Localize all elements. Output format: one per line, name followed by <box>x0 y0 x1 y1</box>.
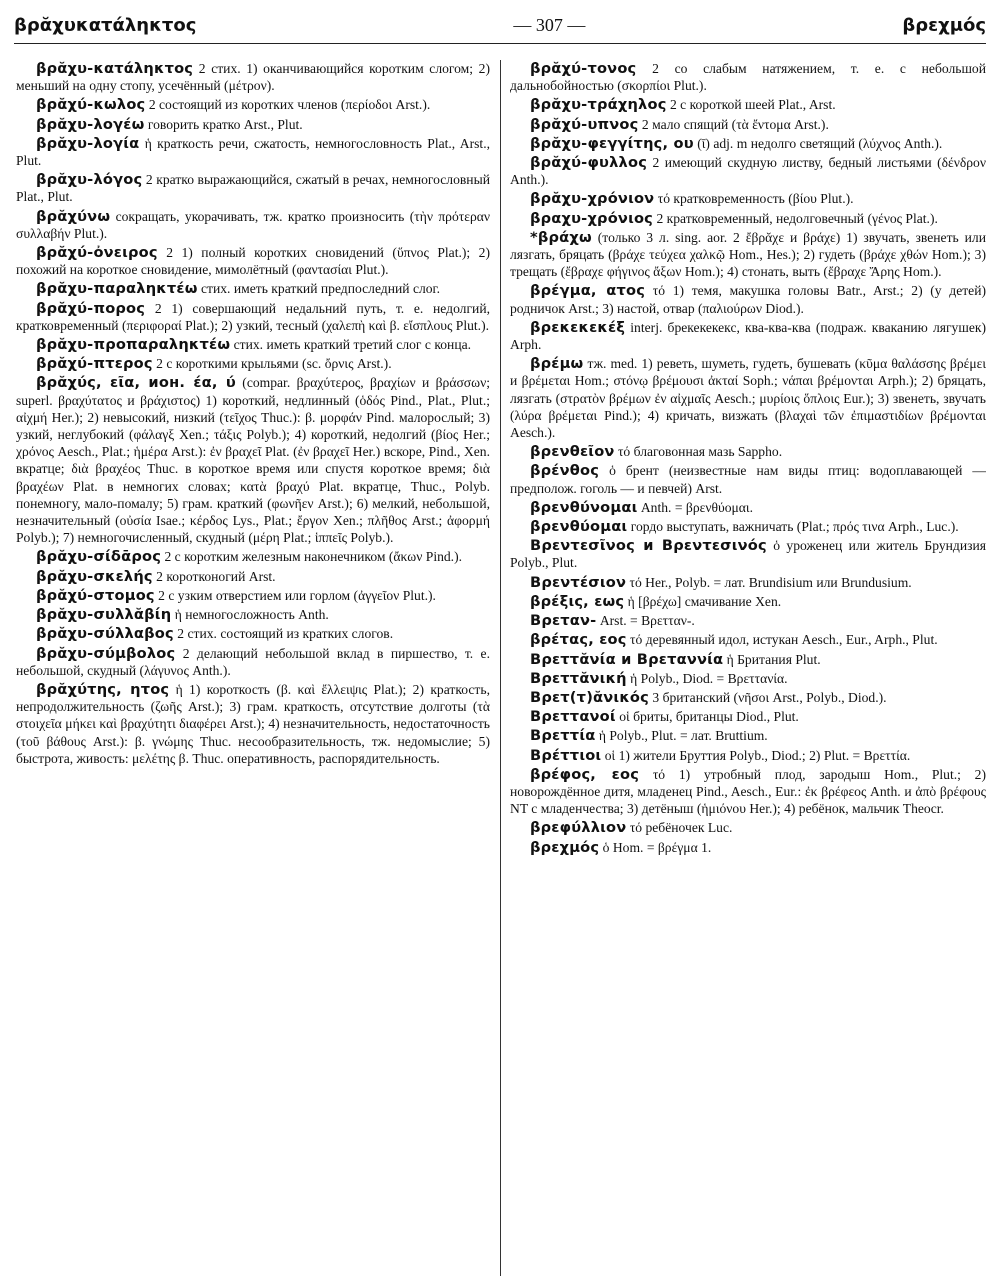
entry-headword: βρᾰχυ-χρόνιον <box>530 190 655 208</box>
entry-headword: Βρετ(τ)ᾰνικός <box>530 688 649 706</box>
entry-definition: (compar. βραχύτερος, βραχίων и βράσσων; superl. βραχύτατος и βράχιστος) 1) короткий, недлинный (ὁδός Pind., Plat., Plut.; αἰχμή Her.); 2) невысокий, низкий (τεῖχος Thuc.): β. μορφάν Pind. малорослый; 3) узкий, неглубокий (φάλαγξ Xen.; τάξις Polyb.); 4) короткий, недолгий (βίος Her.; χρόνος Aesch., Plat.; ἡμέρα Arst.): ἐν βραχεῖ Plat. (ἐν βραχεῖ Her.) вскоре, Pind., Xen. вкратце; διὰ βραχέος Thuc. в короткое время или спустя короткое время; διὰ βραχέων Plat. в немногих словах; κατὰ βραχύ Plat. вкратце, Thuc., Polyb. понемногу, мало-помалу; 5) грам. краткий (φωνῆεν Arst.); 6) мелкий, небольшой, незначительный (οὐσία Isae.; κέρδος Lys., Plat.; ἔργον Xen.; πλῆθος Arst.; ἀφορμή Polyb.); 7) немногочисленный, скудный (μέρη Plat.; ἱππεῖς Polyb.). <box>16 375 490 546</box>
entry-headword: βρένθος <box>530 462 600 480</box>
dictionary-entry <box>510 670 986 687</box>
entry-definition: 2 с короткими крыльями (sc. ὄρνις Arst.). <box>152 356 392 372</box>
dictionary-entry <box>510 651 986 668</box>
dictionary-entry <box>16 681 490 767</box>
entry-headword: βρᾰχυ-λογέω <box>36 115 145 133</box>
entry-definition: стих. иметь краткий предпоследний слог. <box>197 281 440 297</box>
entry-definition: ἡ 1) короткость (β. καὶ ἔλλειψις Plat.); 2) краткость, непродолжительность (ζωῆς Arst.); 3) грам. краткость, отсутствие долготы (τὰ στοιχεῖα μήκει καὶ βραχύτητι διαφέρει Arst.); 4) незначительность, недостаточность (τοῦ βάθους Arst.): β. γνώμης Thuc. несообразительность, тж. недомыслие; 5) быстрота, живость: μελέτης β. Thuc. оперативность, распорядительность. <box>16 681 490 766</box>
entry-headword: βρενθύομαι <box>530 518 628 536</box>
dictionary-entry <box>510 116 986 133</box>
entry-headword: βρᾰχυ-φεγγίτης, ου <box>530 134 694 152</box>
dictionary-entry <box>510 747 986 764</box>
entry-definition: τό кратковременность (βίου Plut.). <box>654 191 854 207</box>
entry-definition: οἱ 1) жители Бруттия Polyb., Diod.; 2) Plut. = Βρεττία. <box>601 747 911 763</box>
entry-headword: βρέφος, εος <box>530 765 640 783</box>
entry-headword: βρᾰχυ-προπαραληκτέω <box>36 336 231 354</box>
entry-definition: τό благовонная мазь Sappho. <box>614 444 783 460</box>
dictionary-entry <box>16 60 490 94</box>
dictionary-entry <box>510 819 986 836</box>
dictionary-entry <box>510 537 986 571</box>
entry-headword: βρενθεῖον <box>530 443 615 461</box>
entry-definition: τό Her., Polyb. = лат. Brundisium или Brundusium. <box>626 574 912 590</box>
entry-headword: βρέγμα, ατος <box>530 282 646 300</box>
dictionary-entry <box>510 190 986 207</box>
dictionary-entry <box>510 282 986 316</box>
entry-definition: гордо выступать, важничать (Plat.; πρός τινα Arph., Luc.). <box>627 519 959 535</box>
dictionary-entry <box>16 355 490 372</box>
entry-definition: Arst. = Βρετταν-. <box>596 613 695 629</box>
entry-definition: 2 стих. состоящий из кратких слогов. <box>173 626 394 642</box>
entry-headword: βρᾰχύ-υπνος <box>530 115 639 133</box>
page-number: — 307 — <box>513 14 586 35</box>
entry-definition: ὁ Hom. = βρέγμα 1. <box>599 839 712 855</box>
dictionary-entry <box>16 208 490 242</box>
entry-definition: ἡ немногосложность Anth. <box>171 607 329 623</box>
entry-headword: βρεκεκεκέξ <box>530 318 626 336</box>
entry-definition: τό ребёночек Luc. <box>626 820 733 836</box>
entry-definition: τό деревянный идол, истукан Aesch., Eur., Arph., Plut. <box>626 632 938 648</box>
entry-definition: 2 стих. 1) оканчивающийся коротким слогом; 2) меньший на одну стопу, усечённый (μέτρον). <box>16 61 490 94</box>
dictionary-entry <box>16 244 490 278</box>
dictionary-entry <box>510 708 986 725</box>
entry-headword: βραχυ-χρόνιος <box>530 209 654 227</box>
entry-definition: (только 3 л. sing. aor. 2 ἔβρᾰχε и βράχε) 1) звучать, звенеть или лязгать, бряцать (βράχε τεύχεα χαλκῷ Hom., Hes.); 2) гудеть (βράχε χθών Hom.); 3) трещать (ἔβραχε φήγινος ἄξων Hom.); 4) стонать, выть (ἔβραχε Ἄρης Hom.). <box>510 229 986 280</box>
entry-definition: ἡ краткость речи, сжатость, немногословность Plat., Arst., Plut. <box>16 135 490 169</box>
entry-definition: οἱ бриты, британцы Diod., Plut. <box>615 709 799 725</box>
dictionary-entry <box>510 96 986 113</box>
dictionary-entry <box>510 462 986 496</box>
left-column <box>16 60 490 1278</box>
entry-definition: 2 мало спящий (τὰ ἔντομα Arst.). <box>638 116 829 132</box>
entry-definition: ὁ брент (неизвестные нам виды птиц: водоплавающей — предполож. гоголь — и певчей) Arst. <box>510 463 986 496</box>
dictionary-entry <box>510 574 986 591</box>
dictionary-entry <box>16 645 490 679</box>
entry-definition: 2 состоящий из коротких членов (περίοδοι Arst.). <box>145 97 431 113</box>
entry-headword: *βράχω <box>530 228 592 246</box>
entry-definition: говорить кратко Arst., Plut. <box>144 116 303 132</box>
dictionary-entry <box>510 319 986 353</box>
entry-definition: τό 1) утробный плод, зародыш Hom., Plut.; 2) новорождённое дитя, младенец Pind., Aesch., Eur.: ἐκ βρέφεος Anth. и ἀπὸ βρέφους NT с младенчества; 3) детёныш (ἡμιόνου Her.); 4) ребёнок, мальчик Theocr. <box>510 766 986 817</box>
entry-headword: βρᾰχύ-πτερος <box>36 355 153 373</box>
entry-headword: βρᾰχυ-παραληκτέω <box>36 280 198 298</box>
entry-headword: βρᾰχυ-σκελής <box>36 567 153 585</box>
entry-definition: сокращать, укорачивать, тж. кратко произносить (τὴν πρότεραν συλλαβήν Plut.). <box>16 208 490 241</box>
entry-headword: βρᾰχύ-φυλλος <box>530 154 648 172</box>
entry-headword: Βρεττᾰνία и Βρεταννία <box>530 650 724 668</box>
dictionary-entry <box>16 374 490 546</box>
entry-headword: βρέξις, εως <box>530 592 625 610</box>
entry-definition: ἡ Polyb., Plut. = лат. Bruttium. <box>595 728 768 744</box>
entry-headword: βρέμω <box>530 355 584 373</box>
entry-headword: βρεφύλλιον <box>530 819 627 837</box>
dictionary-entry <box>510 154 986 188</box>
entry-definition: 2 1) совершающий недальний путь, т. е. недолгий, кратковременный (περιφοραί Plat.); 2) узкий, тесный (χαλεπὴ καὶ β. εἴσπλους Plut.). <box>16 300 490 333</box>
entry-definition: 2 с короткой шеей Plat., Arst. <box>666 97 836 113</box>
entry-definition: ἡ Polyb., Diod. = Βρεττανία. <box>626 670 788 686</box>
dictionary-entry <box>510 518 986 535</box>
entry-definition: 2 со слабым натяжением, т. е. с небольшой дальнобойностью (σκορπίοι Plut.). <box>510 61 986 94</box>
entry-headword: Βρέττιοι <box>530 746 602 764</box>
dictionary-entry <box>510 210 986 227</box>
column-divider <box>500 60 501 1276</box>
entry-headword: βρᾰχυ-συλλᾰβίη <box>36 606 172 624</box>
entry-headword: βρᾰχυ-λογία <box>36 134 140 152</box>
dictionary-entry <box>510 229 986 281</box>
entry-definition: τό 1) темя, макушка головы Batr., Arst.; 2) (у детей) родничок Arst.; 3) настой, отвар (παλιούρων Diod.). <box>510 283 986 316</box>
entry-headword: βρᾰχύτης, ητος <box>36 680 170 698</box>
entry-headword: βρενθύνομαι <box>530 498 638 516</box>
entry-definition: (ῑ) adj. m недолго светящий (λύχνος Anth.). <box>693 135 943 151</box>
entry-headword: Βρεντέσιον <box>530 573 627 591</box>
dictionary-entry <box>16 135 490 169</box>
entry-headword: βρᾰχύς, εῖα, ион. έα, ύ <box>36 374 236 392</box>
dictionary-entry <box>16 548 490 565</box>
page-header <box>14 10 986 40</box>
dictionary-entry <box>16 587 490 604</box>
entry-headword: Βρεντεσῖνος и Βρεντεσινός <box>530 537 767 555</box>
entry-definition: Anth. = βρενθύομαι. <box>637 499 753 515</box>
dictionary-entry <box>16 625 490 642</box>
entry-headword: βρᾰχύ-στομος <box>36 586 155 604</box>
entry-headword: βρᾰχυ-σύμβολος <box>36 644 176 662</box>
entry-headword: βρεχμός <box>530 838 600 856</box>
dictionary-entry <box>510 60 986 94</box>
entry-definition: 2 кратковременный, недолговечный (γένος Plat.). <box>653 210 938 226</box>
entry-definition: 2 кратко выражающийся, сжатый в речах, немногословный Plat., Plut. <box>16 172 490 205</box>
entry-headword: βρᾰχυ-σύλλαβος <box>36 625 174 643</box>
dictionary-entry <box>16 336 490 353</box>
entry-headword: βρέτας, εος <box>530 631 627 649</box>
header-rule <box>14 43 986 44</box>
dictionary-entry <box>510 499 986 516</box>
dictionary-entry <box>510 689 986 706</box>
entry-definition: 2 1) полный коротких сновидений (ὕπνος Plat.); 2) похожий на короткое сновидение, мимолётный (φαντασίαι Plut.). <box>16 245 490 278</box>
dictionary-entry <box>16 171 490 205</box>
dictionary-entry <box>510 766 986 818</box>
entry-definition: ἡ Британия Plut. <box>723 651 821 667</box>
entry-headword: βρᾰχύ-τονος <box>530 60 637 77</box>
dictionary-entry <box>16 116 490 133</box>
dictionary-entry <box>510 631 986 648</box>
entry-definition: ἡ [βρέχω] смачивание Xen. <box>624 593 782 609</box>
entry-definition: 3 британский (νῆσοι Arst., Polyb., Diod.). <box>648 689 887 705</box>
entry-headword: βρᾰχύ-ὀνειρος <box>36 244 158 262</box>
entry-headword: Βρεττᾰνική <box>530 669 627 687</box>
dictionary-entry <box>510 135 986 152</box>
entry-headword: βρᾰχύνω <box>36 207 111 225</box>
dictionary-entry <box>16 96 490 113</box>
dictionary-entry <box>510 593 986 610</box>
dictionary-entry <box>16 606 490 623</box>
entry-headword: βρᾰχύ-κωλος <box>36 96 146 114</box>
entry-definition: 2 коротконогий Arst. <box>152 568 276 584</box>
entry-headword: Βρεταν- <box>530 612 597 630</box>
entry-headword: Βρεττία <box>530 727 596 745</box>
dictionary-entry <box>16 300 490 334</box>
entry-definition: 2 с узким отверстием или горлом (ἀγγεῖον Plut.). <box>154 587 436 603</box>
header-first-word: βρᾰχυκατάληκτος <box>14 14 197 36</box>
entry-headword: βρᾰχύ-πορος <box>36 299 146 317</box>
dictionary-entry <box>510 355 986 441</box>
entry-definition: тж. med. 1) реветь, шуметь, гудеть, бушевать (κῦμα θαλάσσης βρέμει и βρέμεται Hom.; στόνῳ βρέμουσι ἀκταί Soph.; νάπαι βρέμονται Arph.); 2) бряцать, лязгать (στρατὸν βρέμων ἐν αἰχμαῖς Aesch.; μυρίοις ὅπλοις Eur.); 3) звенеть, звучать (λύρα βρέμεται Pind.); 4) кричать, визжать (βλαχαὶ τῶν ἐπιμαστιδίων βρέμονται Aesch.). <box>510 356 986 441</box>
entry-headword: Βρεττανοί <box>530 708 616 726</box>
dictionary-entry <box>510 839 986 856</box>
entry-definition: стих. иметь краткий третий слог с конца. <box>230 337 472 353</box>
dictionary-entry <box>510 727 986 744</box>
entry-definition: interj. брекекекекс, ква-ква-ква (подраж. кваканию лягушек) Arph. <box>510 319 986 353</box>
dictionary-entry <box>16 280 490 297</box>
entry-definition: 2 делающий небольшой вклад в пиршество, т. е. небольшой, скудный (λάγυνος Anth.). <box>16 645 490 678</box>
entry-headword: βρᾰχυ-κατάληκτος <box>36 60 194 77</box>
header-last-word: βρεχμός <box>902 14 986 36</box>
dictionary-entry <box>16 568 490 585</box>
entry-headword: βρᾰχυ-λόγος <box>36 171 143 189</box>
entry-definition: ὁ уроженец или житель Брундизия Polyb., Plut. <box>510 538 986 571</box>
dictionary-entry <box>510 612 986 629</box>
entry-definition: 2 с коротким железным наконечником (ἄκων Pind.). <box>161 549 463 565</box>
entry-definition: 2 имеющий скудную листву, бедный листьями (δένδρον Anth.). <box>510 155 986 188</box>
dictionary-entry <box>510 443 986 460</box>
entry-headword: βρᾰχυ-τράχηλος <box>530 96 667 114</box>
entry-headword: βρᾰχυ-σίδᾱρος <box>36 548 162 566</box>
right-column <box>510 60 986 1278</box>
